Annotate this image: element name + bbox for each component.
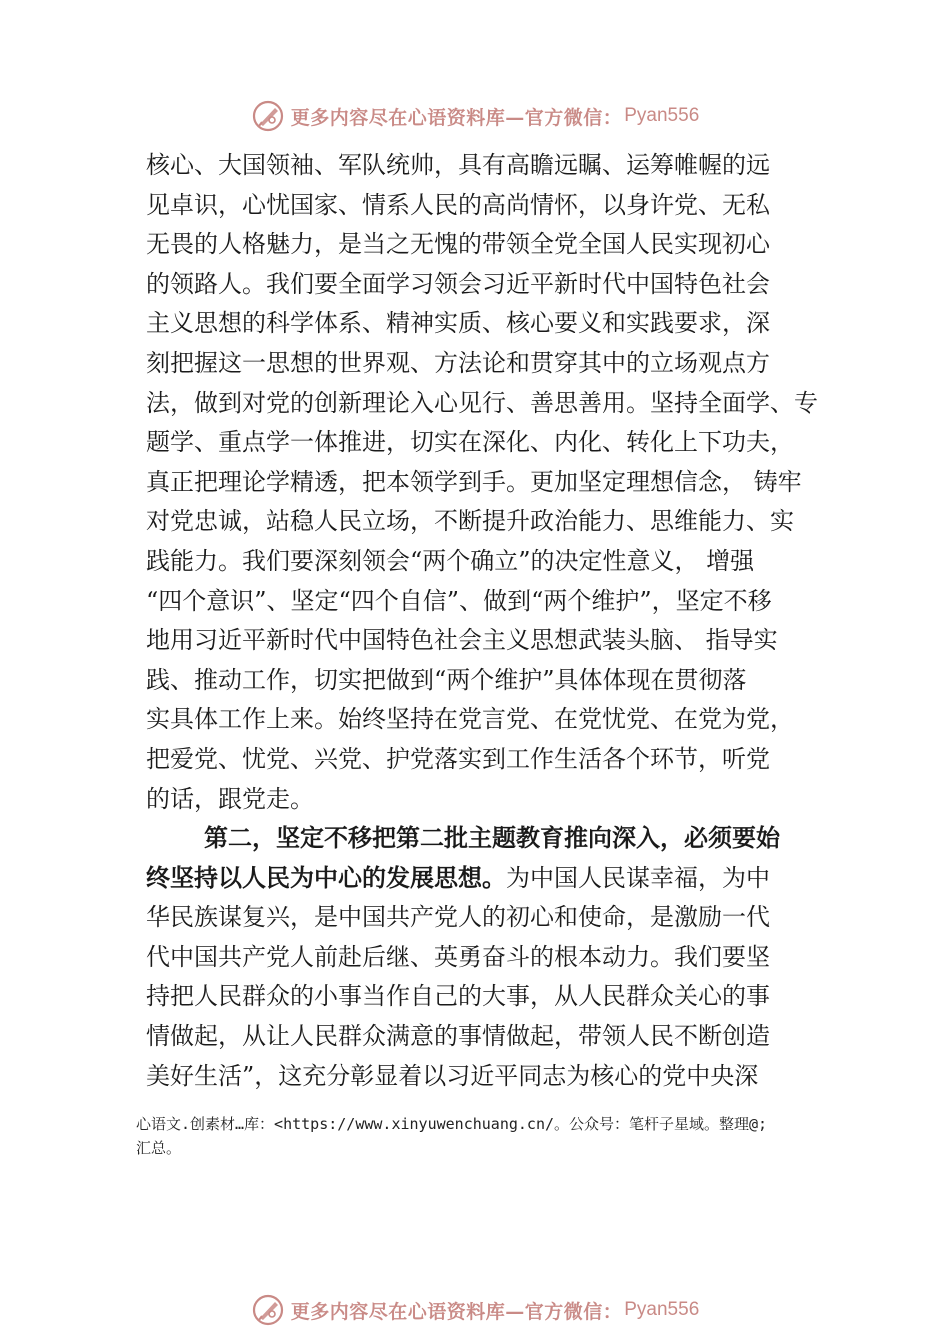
paragraph-2-line bbox=[146, 859, 816, 899]
footer-banner bbox=[0, 1286, 950, 1334]
quill-seal-icon bbox=[251, 1293, 285, 1327]
paragraph-2-heading-end: 终坚持以人民为中心的发展思想。 bbox=[146, 863, 506, 892]
text-line: 主义思想的科学体系、精神实质、核心要义和实践要求，深 bbox=[146, 309, 770, 338]
text-line: 题学、重点学一体推进，切实在深化、内化、转化上下功夫， bbox=[146, 428, 794, 457]
text-line: 刻把握这一思想的世界观、方法论和贯穿其中的立场观点方 bbox=[146, 348, 770, 377]
text-line: 华民族谋复兴，是中国共产党人的初心和使命，是激励一代 bbox=[146, 903, 770, 932]
text-line: 践能力。我们要深刻领会“两个确立”的决定性意义， 增强 bbox=[146, 546, 755, 575]
text-line: 无畏的人格魅力，是当之无愧的带领全党全国人民实现初心 bbox=[146, 230, 770, 259]
paragraph-2-heading-line: 第二，坚定不移把第二批主题教育推向深入，必须要始 bbox=[204, 824, 780, 853]
text-line: 把爱党、忧党、兴党、护党落实到工作生活各个环节，听党 bbox=[146, 744, 770, 773]
paragraph-2-line-rest: 为中国人民谋幸福，为中 bbox=[506, 863, 770, 892]
text-line: 情做起，从让人民群众满意的事情做起，带领人民不断创造 bbox=[146, 1022, 770, 1051]
text-line: 见卓识，心忧国家、情系人民的高尚情怀，以身许党、无私 bbox=[146, 190, 770, 219]
text-line: 地用习近平新时代中国特色社会主义思想武装头脑、 指导实 bbox=[146, 626, 778, 655]
text-line: “四个意识”、坚定“四个自信”、做到“两个维护”，坚定不移 bbox=[146, 586, 772, 615]
source-note-line: 心语文.创素材…库：<https://www.xinyuwenchuang.cn/。公众号：笔杆子星域。整理@; bbox=[136, 1115, 768, 1133]
banner-wechat-id: Pyan556 bbox=[624, 105, 700, 126]
banner-text: 更多内容尽在心语资料库—官方微信： bbox=[290, 106, 623, 129]
text-line: 对党忠诚，站稳人民立场，不断提升政治能力、思维能力、实 bbox=[146, 507, 794, 536]
source-note-line: 汇总。 bbox=[136, 1139, 182, 1157]
text-line: 的领路人。我们要全面学习领会习近平新时代中国特色社会 bbox=[146, 269, 770, 298]
text-line: 代中国共产党人前赴后继、英勇奋斗的根本动力。我们要坚 bbox=[146, 942, 770, 971]
header-banner bbox=[0, 92, 950, 140]
text-line: 核心、大国领袖、军队统帅，具有高瞻远瞩、运筹帷幄的远 bbox=[146, 151, 770, 179]
text-line: 法，做到对党的创新理论入心见行、善思善用。坚持全面学、专 bbox=[146, 388, 818, 417]
banner-wechat-id: Pyan556 bbox=[624, 1299, 700, 1320]
text-line: 的话，跟党走。 bbox=[146, 784, 314, 813]
banner-text: 更多内容尽在心语资料库—官方微信： bbox=[290, 1300, 623, 1323]
text-line: 美好生活”，这充分彰显着以习近平同志为核心的党中央深 bbox=[146, 1061, 759, 1090]
text-line: 真正把理论学精透，把本领学到手。更加坚定理想信念， 铸牢 bbox=[146, 467, 802, 496]
paragraph-2 bbox=[146, 819, 816, 1096]
text-line: 实具体工作上来。始终坚持在党言党、在党忧党、在党为党， bbox=[146, 705, 794, 734]
text-line: 持把人民群众的小事当作自己的大事，从人民群众关心的事 bbox=[146, 982, 770, 1011]
paragraph-1 bbox=[146, 146, 816, 819]
document-body bbox=[146, 146, 816, 1096]
text-line: 践、推动工作，切实把做到“两个维护”具体体现在贯彻落 bbox=[146, 665, 747, 694]
quill-seal-icon bbox=[251, 99, 285, 133]
source-note bbox=[136, 1112, 856, 1160]
